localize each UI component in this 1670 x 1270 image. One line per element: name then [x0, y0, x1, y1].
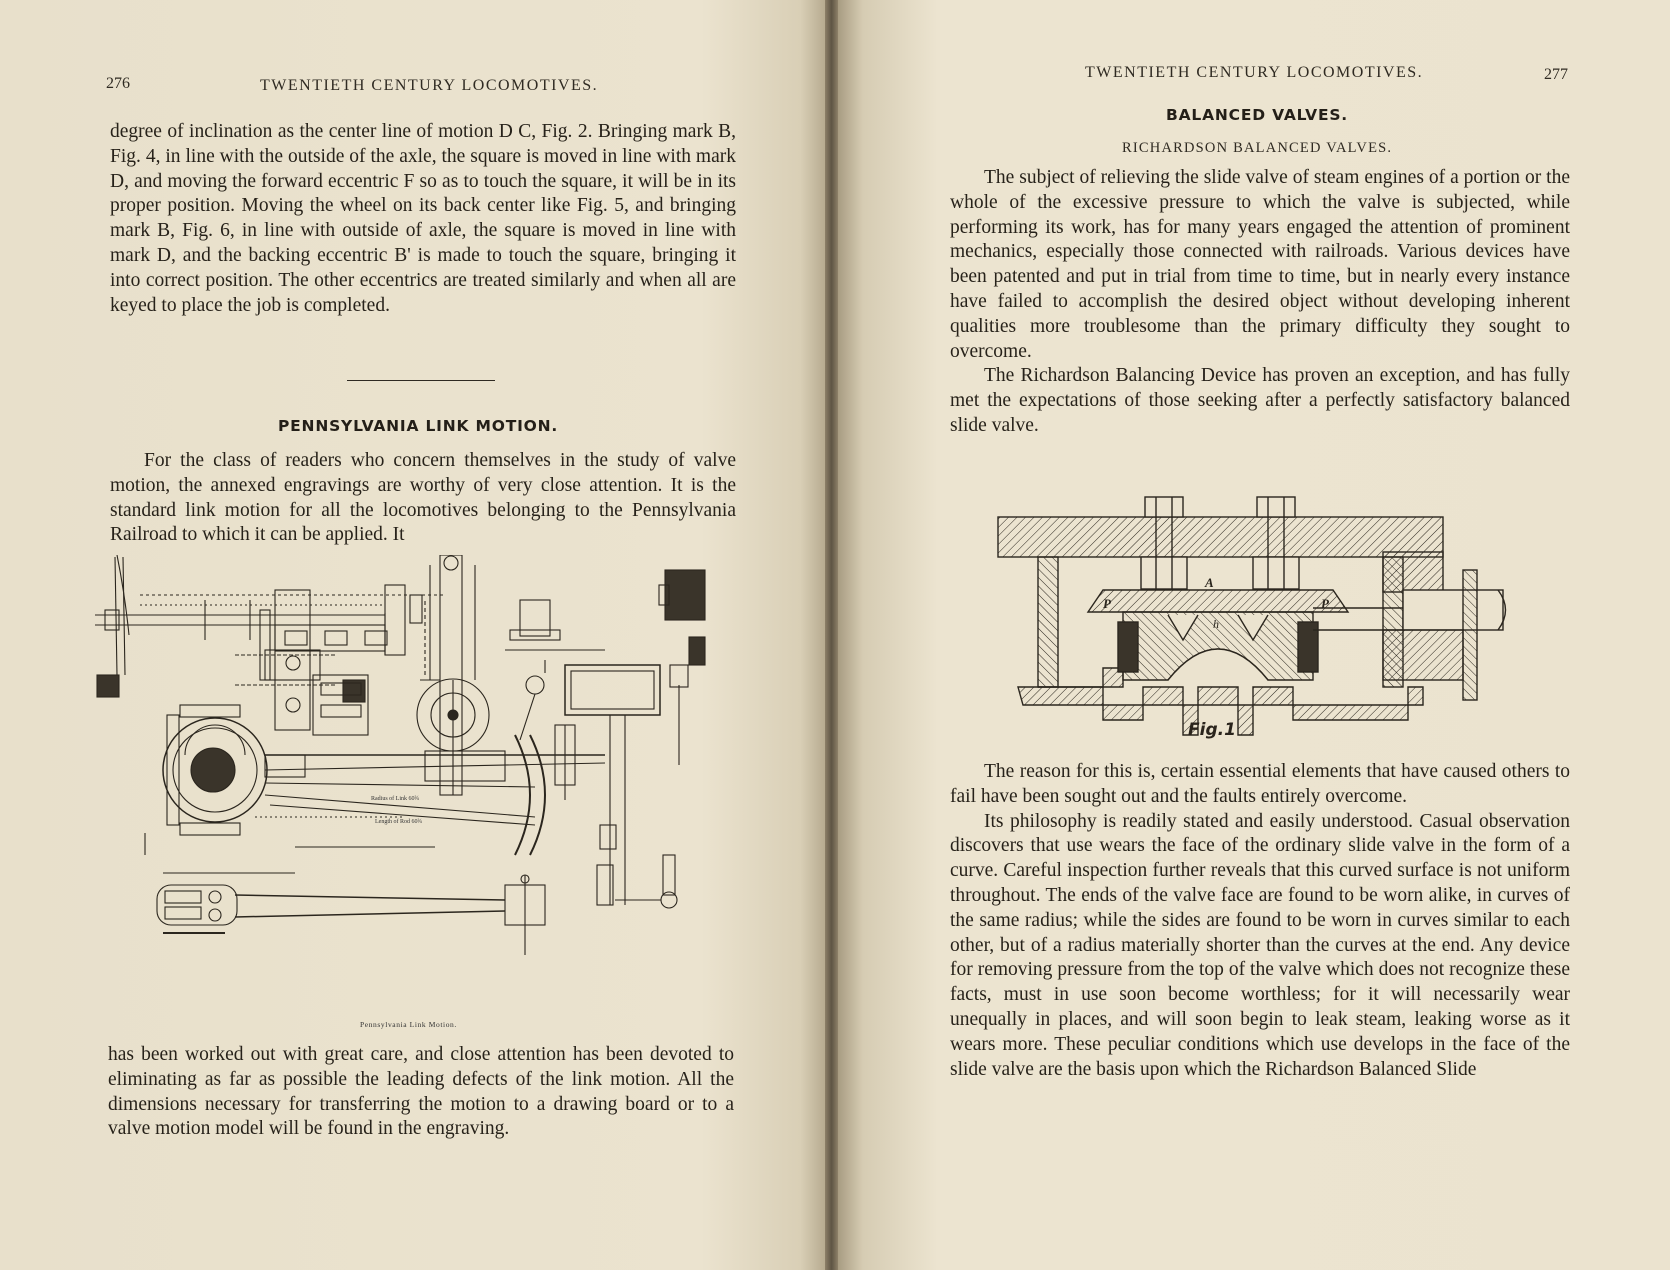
label-p-left: P: [1103, 596, 1111, 611]
balanced-valves-heading: BALANCED VALVES.: [1166, 106, 1348, 124]
right-page: [838, 0, 1670, 1270]
figure-caption: Pennsylvania Link Motion.: [360, 1020, 457, 1029]
page-number-right: 277: [1544, 66, 1568, 83]
paragraph-2: The Richardson Balancing Device has proven an exception, and has fully met the expectations of those seeking after a perfectly satisfactory balanced slide valve.: [950, 365, 1570, 436]
left-opening-text: [110, 120, 736, 318]
balanced-valve-figure: [993, 490, 1553, 740]
running-head-left: TWENTIETH CENTURY LOCOMOTIVES.: [260, 77, 599, 94]
section-divider: [347, 380, 495, 381]
page-number-left: 276: [106, 75, 130, 92]
label-center: h: [1213, 617, 1219, 631]
book-gutter: [825, 0, 838, 1270]
closing-paragraph: has been worked out with great care, and close attention has been devoted to eliminating as far as possible the leading defects of the link motion. All the dimensions necessary for transferring the motion to a drawing board or to a valve motion model will be found in the engraving.: [108, 1044, 734, 1140]
running-head-right: TWENTIETH CENTURY LOCOMOTIVES.: [1085, 64, 1424, 81]
right-body-text: [950, 760, 1570, 1082]
paragraph-3: The reason for this is, certain essential elements that have caused others to fail have been sought out and the faults entirely overcome.: [950, 761, 1570, 807]
richardson-subheading: RICHARDSON BALANCED VALVES.: [1122, 140, 1393, 156]
right-intro-text: [950, 166, 1570, 439]
left-page: [0, 0, 825, 1270]
opening-paragraph: degree of inclination as the center line of motion D C, Fig. 2. Bringing mark B, Fig. 4, in line with the outside of the axle, the square is moved in line with mark D, and moving the forward eccentric F so as to touch the square, it will be in its proper position. Moving the wheel on its back center like Fig. 5, and bringing mark B, Fig. 6, in line with outside of axle, the square is moved in line with mark D, and the backing eccentric B' is made to touch the square, bringing it into correct position. The other eccentrics are treated similarly and when all are keyed to place the job is completed.: [110, 121, 736, 316]
link-radius-label: Radius of Link 60¾: [371, 796, 419, 802]
figure-label: Fig.1: [1188, 720, 1236, 740]
left-closing-text: [108, 1043, 734, 1142]
label-p-right: P: [1321, 596, 1329, 611]
paragraph-4: Its philosophy is readily stated and easily understood. Casual observation discovers that use wears the face of the ordinary slide valve in the form of a curve. Careful inspection further reveals that this curved surface is not uniform throughout. The ends of the valve face are found to be worn alike, in curves of the same radius; while the sides are found to be worn in curves similar to each other, but of a radius materially shorter than the curves at the end. Any device for removing pressure from the top of the valve which does not recognize these facts, must in use soon become worthless; for it will necessarily wear unequally in places, and will soon begin to leak steam, leaking worse as it wears more. These peculiar conditions which use develops in the face of the slide valve are the basis upon which the Richardson Balanced Slide: [950, 810, 1570, 1080]
link-motion-drawing: [85, 555, 765, 1025]
left-section-text: [110, 449, 736, 548]
label-a: A: [1205, 575, 1214, 590]
section-paragraph: For the class of readers who concern themselves in the study of valve motion, the annexed engravings are worthy of very close attention. It is the standard link motion for all the locomotives belonging to the Pennsylvania Railroad to which it can be applied. It: [110, 450, 736, 546]
rod-length-label: Length of Rod 60¾: [375, 819, 422, 825]
section-heading: PENNSYLVANIA LINK MOTION.: [278, 417, 559, 435]
paragraph-1: The subject of relieving the slide valve of steam engines of a portion or the whole of the excessive pressure to which the valve is subjected, while performing its work, has for many years engaged the attention of prominent mechanics, especially those connected with railroads. Various devices have been patented and put in trial from time to time, but in nearly every instance have failed to accomplish the desired object without developing inherent qualities more troublesome than the primary difficulty they sought to overcome.: [950, 167, 1570, 362]
